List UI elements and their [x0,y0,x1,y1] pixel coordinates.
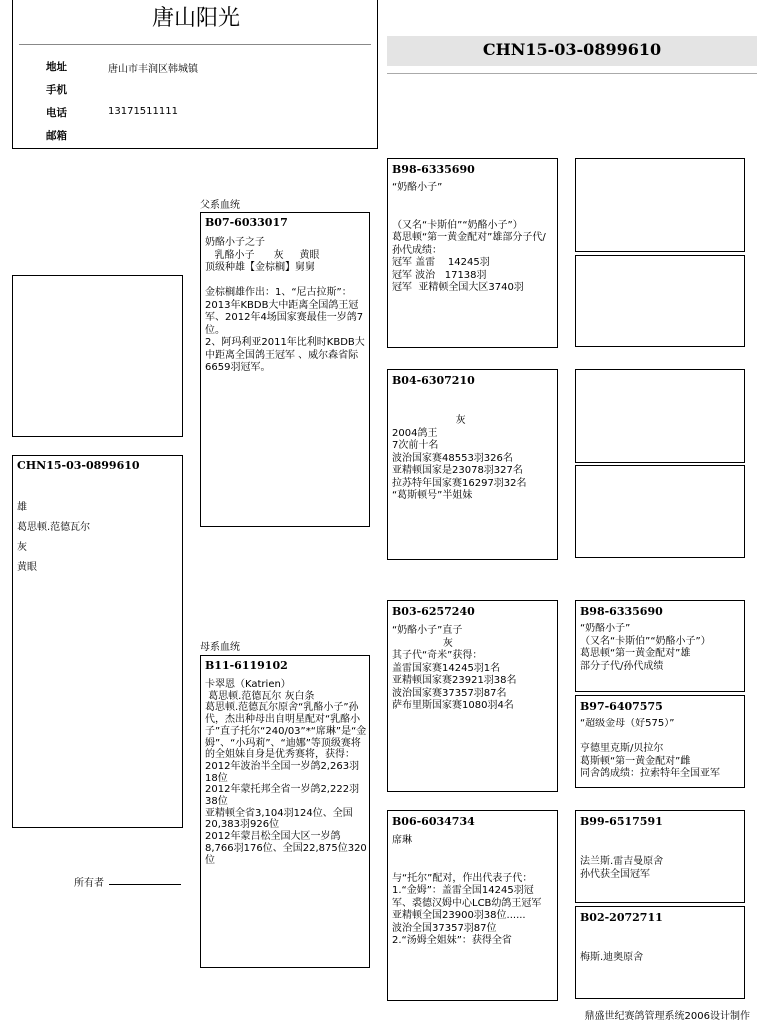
dam-sire-card [387,600,558,792]
sire-line-label: 父系血统 [200,200,240,211]
sd-sire-card [575,369,745,463]
sire-sire-details: “奶酪小子” （又名“卡斯伯”“奶酪小子”） 葛思顿“第一黄金配对”雄部分子代/孙代成绩： 冠军 盖雷 14245羽 冠军 波治 17138羽 冠军 亚精顿全国大区3740羽 [392,182,546,293]
dam-ring-id: B11-6119102 [205,659,288,672]
ds-dam-details: “超级金母（好575）” 亨德里克斯/贝拉尔 葛斯顿“第一黄金配对”雌 同舍鸽成绩：拉索特年全国亚军 [580,718,720,779]
ds-dam-card [575,695,745,788]
owner-title: 唐山阳光 [151,6,240,31]
dam-dam-details: 席琳 与“托尔”配对，作出代表子代： 1.“金姆”：盖雷全国14245羽冠军、裘德汉姆中心LCB幼鸽王冠军 亚精顿全国23900羽38位...... 波治全国37357羽87位 2.“汤姆全姐妹”：获得全省 [392,835,542,946]
dam-line-label: 母系血统 [200,642,240,653]
ds-sire-details: “奶酪小子” （又名“卡斯伯”“奶酪小子”） 葛思顿“第一黄金配对”雄 部分子代/孙代成绩 [580,623,711,672]
subject-ring-id: CHN15-03-0899610 [17,459,140,472]
address-value: 唐山市丰润区韩城镇 [108,64,198,75]
ds-dam-ring-id: B97-6407575 [580,700,663,713]
phone-value: 13171511111 [108,106,178,117]
dam-card [200,655,370,968]
sire-dam-details: 灰 2004鸽王 7次前十名 波治国家赛48553羽326名 亚精顿国家是23078羽327名 拉苏特年国家赛16297羽32名 “葛斯顿号”半姐妹 [392,415,527,501]
dam-sire-details: “奶酪小子”直子 灰 其子代“奇米”获得： 盖雷国家赛14245羽1名 亚精顿国家赛23921羽38名 波治国家赛37357羽87名 萨布里斯国家赛1080羽4名 [392,625,517,711]
ss-sire-card [575,158,745,252]
dd-sire-details: 法兰斯.雷吉曼原舍 孙代获全国冠军 [580,856,664,880]
dd-dam-ring-id: B02-2072711 [580,911,663,924]
dd-sire-ring-id: B99-6517591 [580,815,663,828]
ring-banner-rule [387,73,757,74]
sire-sire-card [387,158,558,348]
subject-card [12,455,183,828]
owner-signature-line [109,884,181,885]
sd-dam-card [575,465,745,558]
sire-details: 奶酪小子之子 乳酪小子 灰 黄眼 顶级种雄【金棕榈】舅舅 金棕榈雄作出：1、“尼古拉斯”：2013年KBDB大中距离全国鸽王冠军、2012年4场国家赛最佳一岁鸽7位。 2、阿玛利亚2011年比利时KBDB大中距离全国鸽王冠军 、威尔森省际6659羽冠军。 [205,237,365,373]
dd-dam-details: 梅斯.迪奥原舍 [580,952,644,963]
sire-ring-id: B07-6033017 [205,216,288,229]
sire-sire-ring-id: B98-6335690 [392,163,475,176]
ring-banner-text: CHN15-03-0899610 [482,40,662,59]
owner-card [12,0,378,149]
dam-dam-ring-id: B06-6034734 [392,815,475,828]
ds-sire-card [575,600,745,692]
ss-dam-card [575,255,745,347]
email-label: 邮箱 [46,130,67,142]
sire-card [200,212,370,527]
dd-dam-card [575,906,745,999]
ds-sire-ring-id: B98-6335690 [580,605,663,618]
mobile-label: 手机 [46,84,67,96]
phone-label: 电话 [46,107,67,119]
dam-dam-card [387,810,558,1001]
owner-title-rule [19,44,371,45]
dam-sire-ring-id: B03-6257240 [392,605,475,618]
sire-dam-ring-id: B04-6307210 [392,374,475,387]
subject-photo [12,275,183,437]
subject-details: 雄 葛思顿.范德瓦尔 灰 黄眼 [17,502,91,573]
address-label: 地址 [46,61,67,73]
owner-signature-label: 所有者 [74,878,104,889]
ring-banner [387,36,757,66]
sire-dam-card [387,369,558,560]
dam-details: 卡翠恩（Katrien） 葛思顿.范德瓦尔 灰白条 葛思顿.范德瓦尔原舍“乳酪小子”孙代，杰出种母出自明星配对“乳酪小子”直子托尔“240/03”*“席琳”是“金姆”、“小玛莉”、“迪娜”等顶级赛将的全姐妹自身是优秀赛将，获得： 2012年波治半全国一岁鸽2,263羽18位 2012年蒙托邦全省一岁鸽2,222羽38位 亚精顿全省3,104羽124位、全国20,383羽926位 2012年蒙吕松全国大区一岁鸽8,766羽176位、全国22,875位320位 [205,679,367,866]
dd-sire-card [575,810,745,903]
footer-credit: 鼎盛世纪赛鸽管理系统2006设计制作 [584,1011,750,1022]
